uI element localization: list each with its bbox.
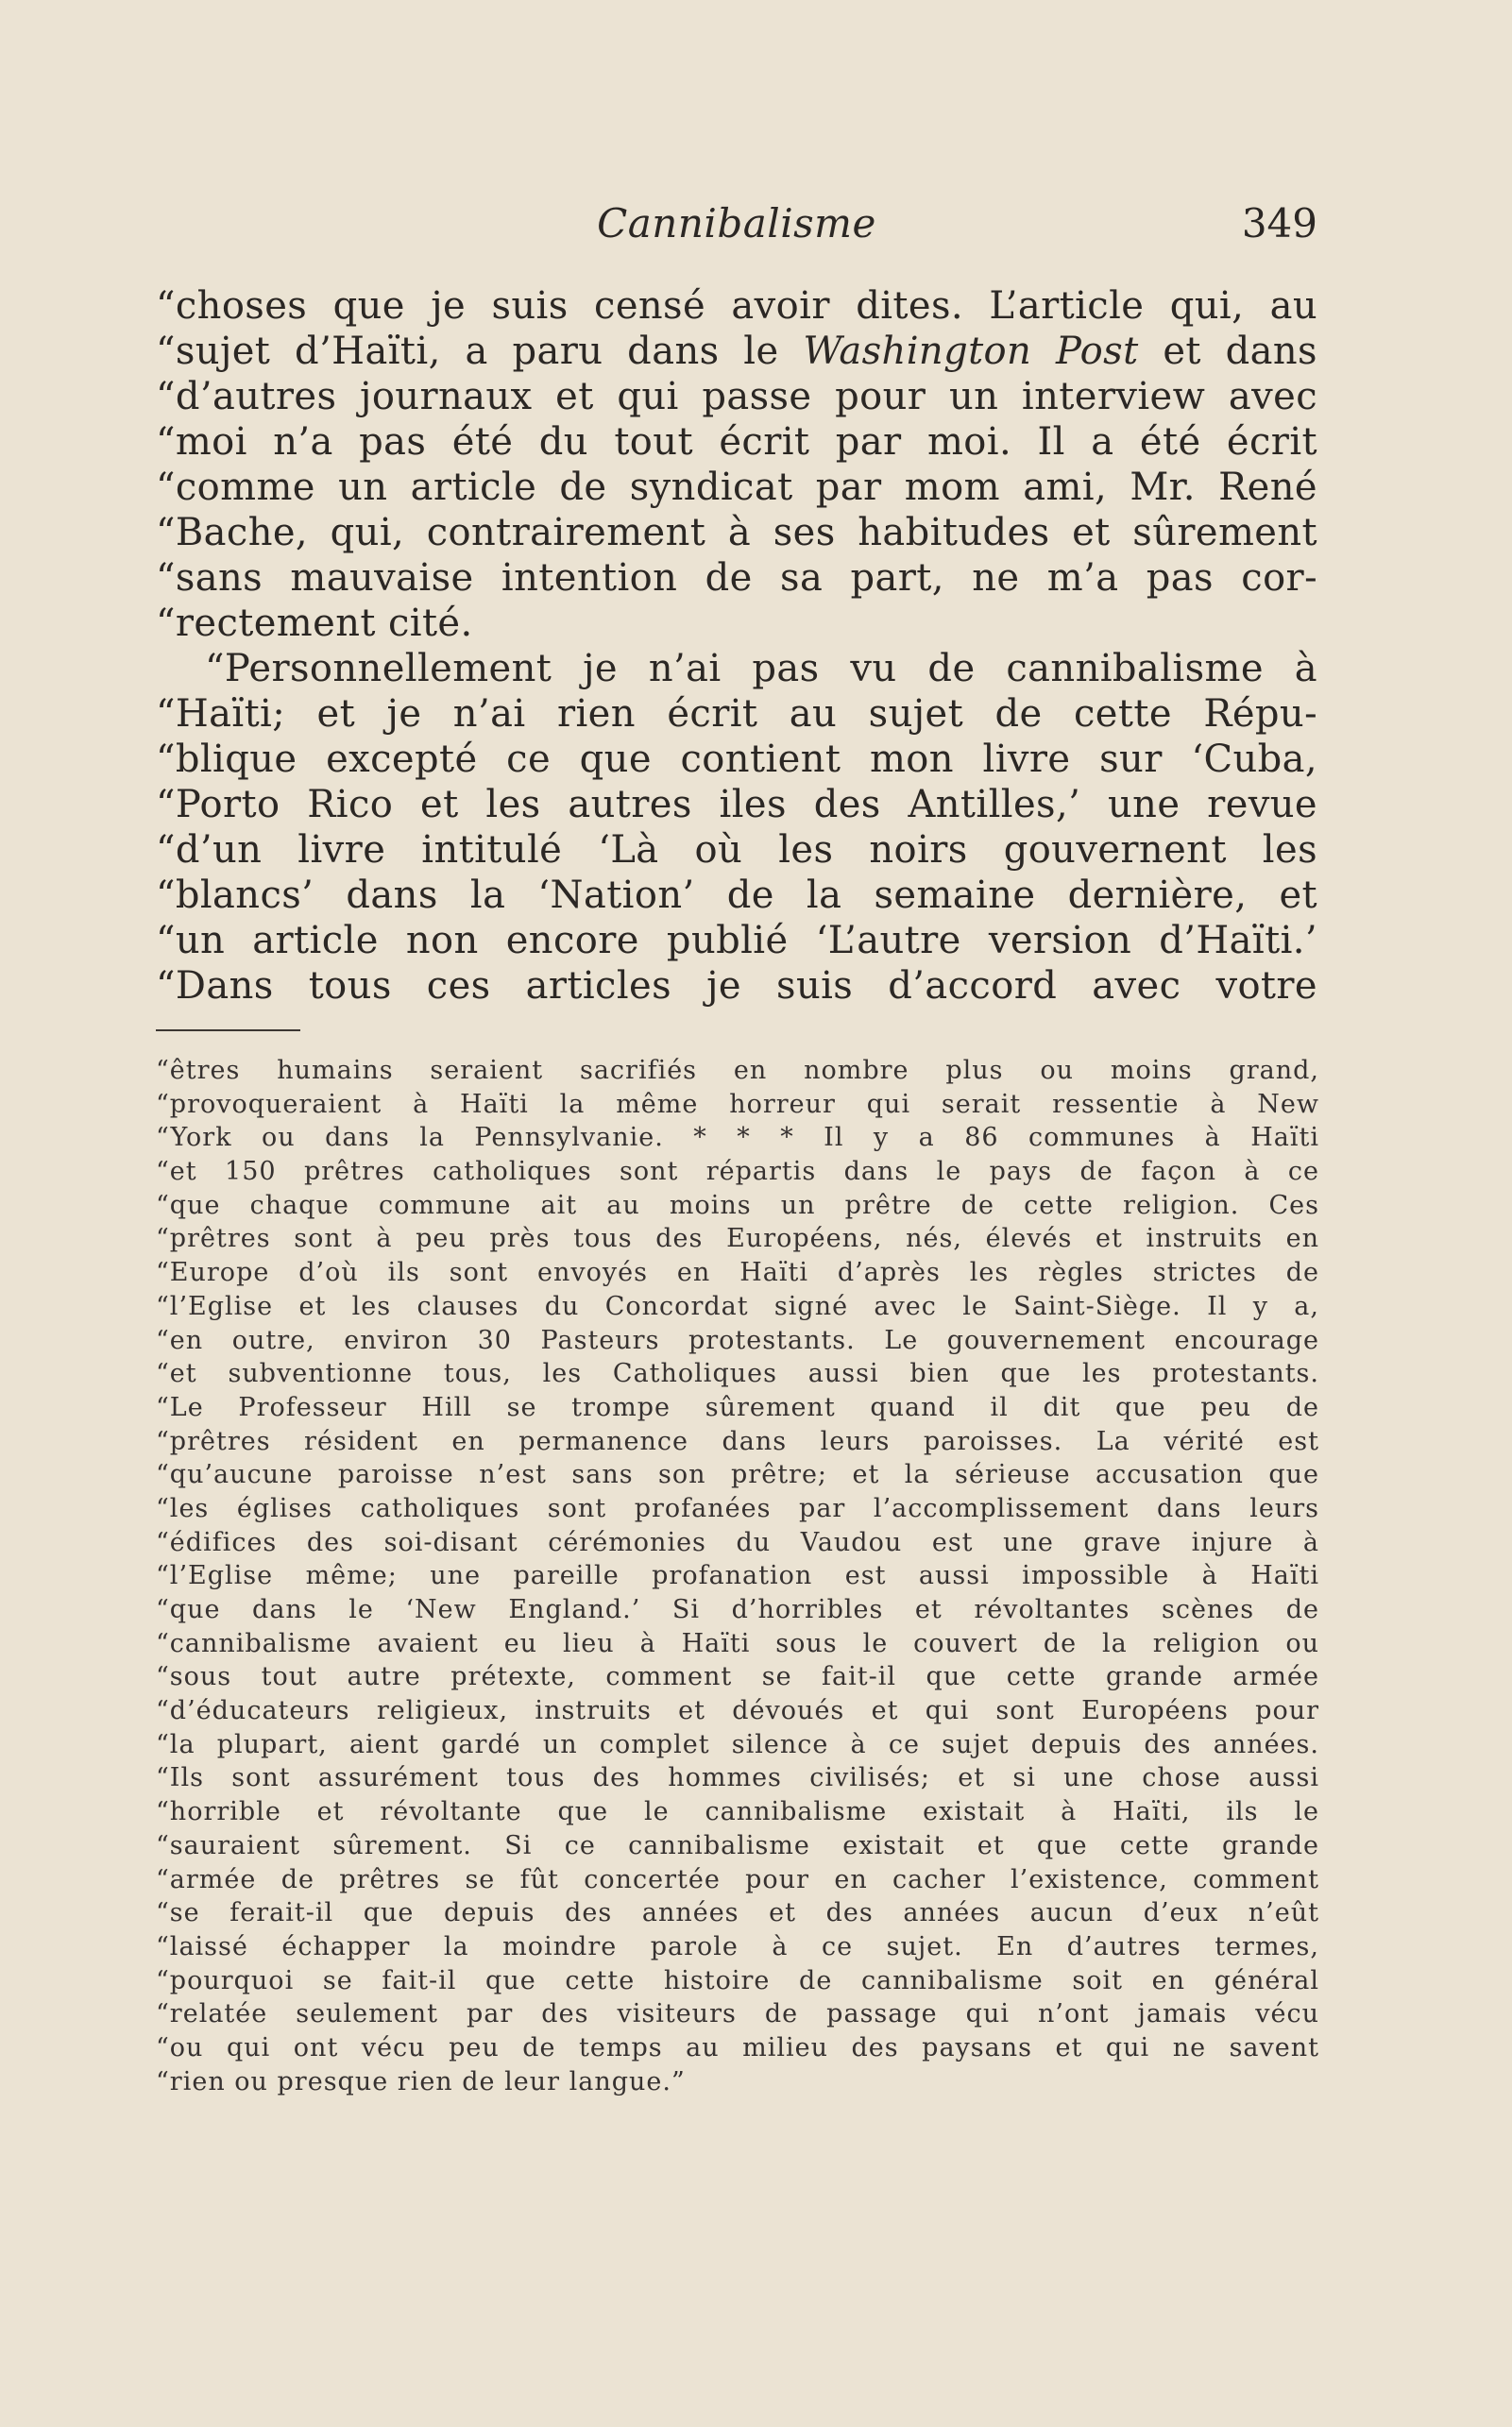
text-line: “un article non encore publié ‘L’autre version d’Haïti.’ bbox=[156, 919, 1317, 962]
text-line: “comme un article de syndicat par mom ami, Mr. René bbox=[156, 466, 1317, 509]
text-line: “sans mauvaise intention de sa part, ne m’a pas cor- bbox=[156, 556, 1317, 600]
footnote-line: “laissé échapper la moindre parole à ce sujet. En d’autres termes, bbox=[156, 1931, 1319, 1961]
footnote-line: “York ou dans la Pennsylvanie. * * * Il y a 86 communes à Haïti bbox=[156, 1123, 1319, 1153]
text-line: “Bache, qui, contrairement à ses habitudes et sûrement bbox=[156, 511, 1317, 554]
running-title: Cannibalisme bbox=[597, 200, 876, 246]
footnote-line: “rien ou presque rien de leur langue.” bbox=[156, 2066, 686, 2096]
text-line: “Personnellement je n’ai pas vu de cannibalisme à bbox=[205, 647, 1317, 690]
footnote-line: “que dans le ‘New England.’ Si d’horribles et révoltantes scènes de bbox=[156, 1595, 1319, 1624]
footnote-line: “horrible et révoltante que le cannibalisme existait à Haïti, ils le bbox=[156, 1797, 1319, 1827]
footnote-line: “êtres humains seraient sacrifiés en nombre plus ou moins grand, bbox=[156, 1056, 1319, 1085]
footnote-line: “relatée seulement par des visiteurs de passage qui n’ont jamais vécu bbox=[156, 1999, 1319, 2029]
footnote-separator bbox=[156, 1029, 300, 1031]
footnote-line: “que chaque commune ait au moins un prêtre de cette religion. Ces bbox=[156, 1190, 1319, 1220]
footnote-line: “pourquoi se fait-il que cette histoire de cannibalisme soit en général bbox=[156, 1965, 1319, 1995]
footnote-line: “qu’aucune paroisse n’est sans son prêtre; et la sérieuse accusation que bbox=[156, 1460, 1319, 1490]
footnote-line: “se ferait-il que depuis des années et des années aucun d’eux n’eût bbox=[156, 1898, 1319, 1928]
newspaper-title: Washington Post bbox=[803, 330, 1139, 373]
footnote-line: “armée de prêtres se fût concertée pour en cacher l’existence, comment bbox=[156, 1864, 1319, 1894]
text-line: “Dans tous ces articles je suis d’accord avec votre bbox=[156, 964, 1317, 1008]
text-line: “blique excepté ce que contient mon livre sur ‘Cuba, bbox=[156, 738, 1317, 781]
text-line: “moi n’a pas été du tout écrit par moi. Il a été écrit bbox=[156, 420, 1317, 464]
main-text-block bbox=[156, 283, 1317, 1009]
text-line: “d’autres journaux et qui passe pour un interview avec bbox=[156, 375, 1317, 418]
footnote-line: “Ils sont assurément tous des hommes civilisés; et si une chose aussi bbox=[156, 1763, 1319, 1793]
footnote-line: “d’éducateurs religieux, instruits et dévoués et qui sont Européens pour bbox=[156, 1696, 1319, 1726]
text-line: “blancs’ dans la ‘Nation’ de la semaine dernière, et bbox=[156, 874, 1317, 917]
footnote-line: “et subventionne tous, les Catholiques aussi bien que les protestants. bbox=[156, 1359, 1319, 1389]
footnote-line: “ou qui ont vécu peu de temps au milieu des paysans et qui ne savent bbox=[156, 2032, 1319, 2062]
footnote-line: “provoqueraient à Haïti la même horreur qui serait ressentie à New bbox=[156, 1089, 1319, 1119]
footnote-line: “en outre, environ 30 Pasteurs protestants. Le gouvernement encourage bbox=[156, 1325, 1319, 1355]
footnote-line: “prêtres résident en permanence dans leurs paroisses. La vérité est bbox=[156, 1426, 1319, 1456]
footnote-line: “Le Professeur Hill se trompe sûrement quand il dit que peu de bbox=[156, 1392, 1319, 1422]
footnote-line: “l’Eglise et les clauses du Concordat signé avec le Saint-Siège. Il y a, bbox=[156, 1291, 1319, 1321]
page-header bbox=[156, 200, 1317, 257]
footnote-line: “Europe d’où ils sont envoyés en Haïti d’après les règles strictes de bbox=[156, 1258, 1319, 1288]
text-line: “Haïti; et je n’ai rien écrit au sujet de cette Répu- bbox=[156, 692, 1317, 736]
footnote-line: “les églises catholiques sont profanées par l’accomplissement dans leurs bbox=[156, 1493, 1319, 1523]
page-number: 349 bbox=[1241, 200, 1317, 246]
text-line: “Porto Rico et les autres iles des Antilles,’ une revue bbox=[156, 783, 1317, 826]
footnote-line: “sauraient sûrement. Si ce cannibalisme existait et que cette grande bbox=[156, 1830, 1319, 1860]
footnote-line: “la plupart, aient gardé un complet silence à ce sujet depuis des années. bbox=[156, 1729, 1319, 1759]
footnote-line: “prêtres sont à peu près tous des Européens, nés, élevés et instruits en bbox=[156, 1224, 1319, 1254]
footnote-line: “édifices des soi-disant cérémonies du Vaudou est une grave injure à bbox=[156, 1527, 1319, 1557]
text-line: “d’un livre intitulé ‘Là où les noirs gouvernent les bbox=[156, 828, 1317, 872]
footnote-line: “l’Eglise même; une pareille profanation est aussi impossible à Haïti bbox=[156, 1561, 1319, 1591]
text-line: “sujet d’Haïti, a paru dans le Washington Post et dans bbox=[156, 330, 1317, 373]
footnote-line: “sous tout autre prétexte, comment se fait-il que cette grande armée bbox=[156, 1662, 1319, 1692]
footnote-line: “cannibalisme avaient eu lieu à Haïti sous le couvert de la religion ou bbox=[156, 1628, 1319, 1658]
text-line: “rectement cité. bbox=[156, 602, 473, 645]
footnote-block bbox=[156, 1054, 1319, 2098]
text-line: “choses que je suis censé avoir dites. L’article qui, au bbox=[156, 284, 1317, 328]
footnote-line: “et 150 prêtres catholiques sont répartis dans le pays de façon à ce bbox=[156, 1157, 1319, 1187]
